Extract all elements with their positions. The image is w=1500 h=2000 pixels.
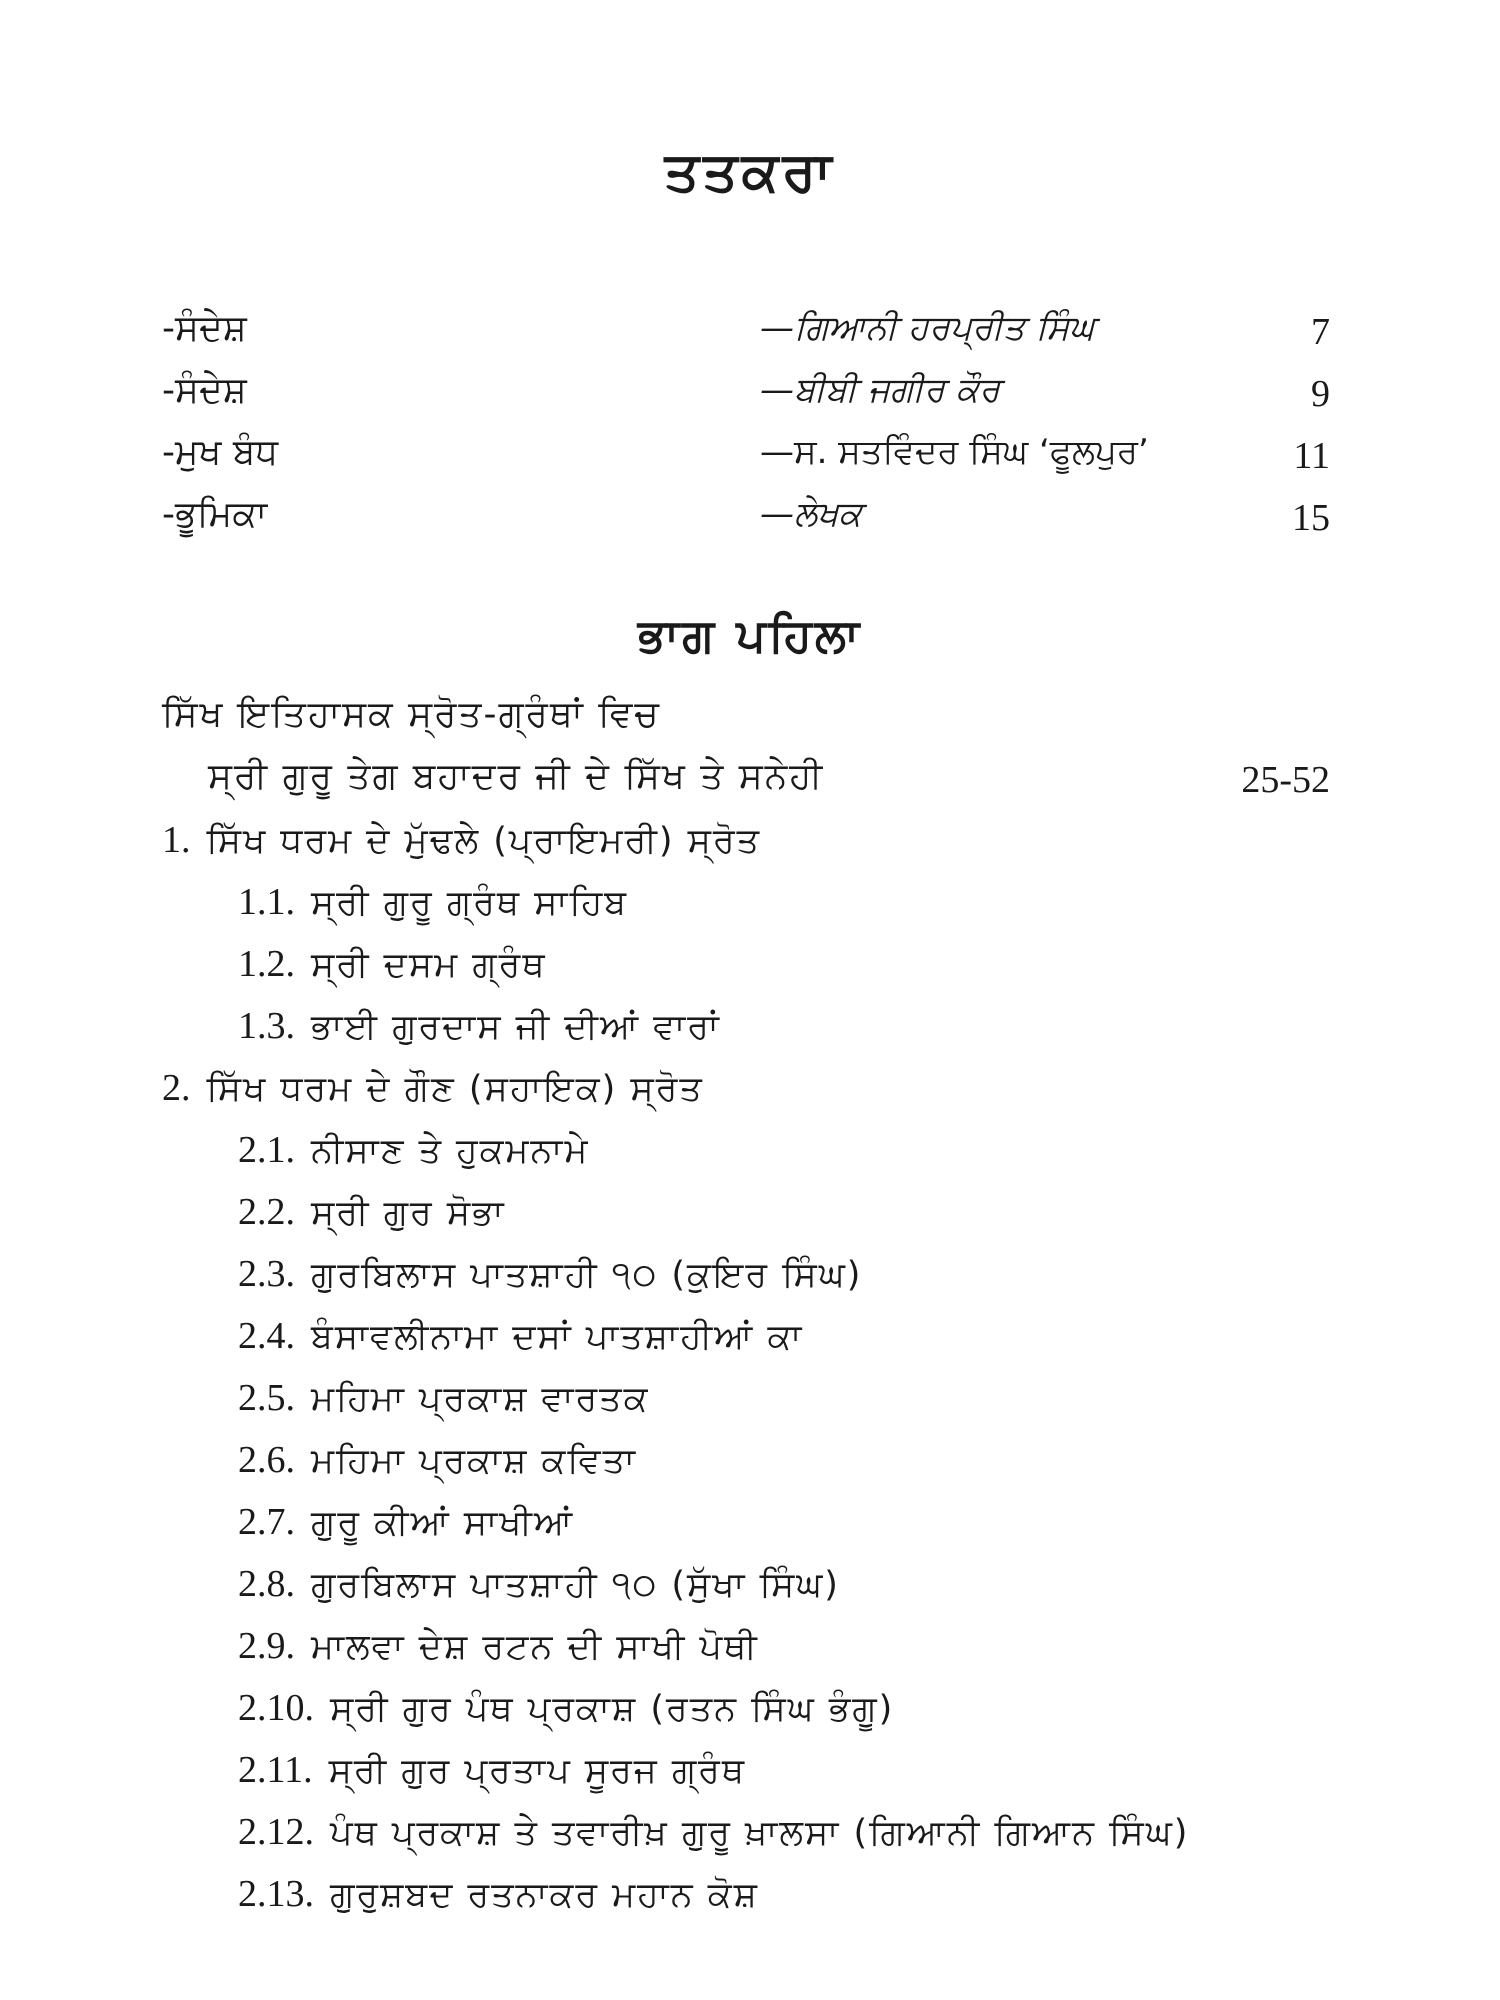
toc-item (238, 880, 628, 924)
message-label: -ਮੁਖ ਬੰਧ (162, 432, 279, 473)
message-page-number: 9 (1311, 373, 1330, 415)
toc-item (238, 1128, 589, 1172)
message-author: —ਸ. ਸਤਵਿੰਦਰ ਸਿੰਘ ‘ਫੂਲਪੁਰ’ (760, 432, 1149, 472)
toc-message-row (0, 308, 1500, 368)
toc-message-row (0, 370, 1500, 430)
section-heading-line2: ਸ੍ਰੀ ਗੁਰੂ ਤੇਗ ਬਹਾਦਰ ਜੀ ਦੇ ਸਿੱਖ ਤੇ ਸਨੇਹੀ (208, 756, 825, 797)
toc-item-text: ਮਹਿਮਾ ਪ੍ਰਕਾਸ਼ ਵਾਰਤਕ (311, 1379, 650, 1419)
toc-item-text: ਬੰਸਾਵਲੀਨਾਮਾ ਦਸਾਂ ਪਾਤਸ਼ਾਹੀਆਂ ਕਾ (311, 1317, 804, 1357)
toc-item (238, 1748, 746, 1792)
toc-item (238, 1252, 862, 1296)
toc-item-text: ਗੁਰਬਿਲਾਸ ਪਾਤਸ਼ਾਹੀ ੧੦ (ਕੁਇਰ ਸਿੰਘ) (311, 1255, 863, 1295)
message-author: —ਗਿਆਨੀ ਹਰਪ੍ਰੀਤ ਸਿੰਘ (760, 308, 1095, 348)
toc-item-number: 2.11. (238, 1749, 313, 1791)
toc-message-row (0, 494, 1500, 554)
toc-item-number: 2.4. (238, 1315, 295, 1357)
toc-item-number: 2.12. (238, 1811, 314, 1853)
toc-item-number: 1.3. (238, 1005, 295, 1047)
toc-item-number: 2.9. (238, 1625, 295, 1667)
toc-item-text: ਮਾਲਵਾ ਦੇਸ਼ ਰਟਨ ਦੀ ਸਾਖੀ ਪੋਥੀ (311, 1627, 759, 1667)
toc-item (238, 1686, 894, 1730)
message-page-number: 15 (1292, 497, 1330, 539)
toc-item-number: 2.10. (238, 1687, 314, 1729)
toc-item (238, 942, 547, 986)
toc-item-text: ਗੁਰੁਸ਼ਬਦ ਰਤਨਾਕਰ ਮਹਾਨ ਕੋਸ਼ (330, 1875, 759, 1915)
toc-item-text: ਸ੍ਰੀ ਗੁਰ ਪੰਥ ਪ੍ਰਕਾਸ਼ (ਰਤਨ ਸਿੰਘ ਭੰਗੂ) (330, 1689, 895, 1729)
toc-item-text: ਨੀਸਾਣ ਤੇ ਹੁਕਮਨਾਮੇ (311, 1131, 590, 1171)
toc-item (238, 1810, 1189, 1854)
toc-item (238, 1500, 574, 1544)
toc-item-text: ਪੰਥ ਪ੍ਰਕਾਸ਼ ਤੇ ਤਵਾਰੀਖ਼ ਗੁਰੂ ਖ਼ਾਲਸਾ (ਗਿਆਨੀ ਗਿਆਨ ਸਿੰਘ) (330, 1813, 1190, 1853)
section-page-range: 25-52 (1241, 759, 1330, 801)
toc-item-number: 2.13. (238, 1873, 314, 1915)
toc-item-number: 2.5. (238, 1377, 295, 1419)
toc-item-text: ਸ੍ਰੀ ਗੁਰੂ ਗ੍ਰੰਥ ਸਾਹਿਬ (311, 883, 629, 923)
toc-item (162, 1066, 704, 1110)
toc-item (238, 1190, 506, 1234)
toc-item-number: 2.2. (238, 1191, 295, 1233)
toc-item-number: 2.1. (238, 1129, 295, 1171)
toc-item-text: ਸ੍ਰੀ ਦਸਮ ਗ੍ਰੰਥ (311, 945, 547, 985)
page-title: ਤਤਕਰਾ (664, 140, 836, 203)
toc-item-number: 1. (162, 819, 191, 861)
toc-item (238, 1562, 840, 1606)
message-label: -ਸੰਦੇਸ਼ (162, 308, 247, 349)
part-title: ਭਾਗ ਪਹਿਲਾ (637, 608, 863, 662)
section-heading-line1: ਸਿੱਖ ਇਤਿਹਾਸਕ ਸ੍ਰੋਤ-ਗ੍ਰੰਥਾਂ ਵਿਚ (162, 694, 661, 735)
toc-item-text: ਭਾਈ ਗੁਰਦਾਸ ਜੀ ਦੀਆਂ ਵਾਰਾਂ (311, 1007, 721, 1047)
toc-item-text: ਸ੍ਰੀ ਗੁਰ ਪ੍ਰਤਾਪ ਸੂਰਜ ਗ੍ਰੰਥ (328, 1751, 747, 1791)
toc-item-number: 2.3. (238, 1253, 295, 1295)
toc-item (238, 1438, 637, 1482)
toc-item (238, 1314, 803, 1358)
toc-item (162, 818, 761, 862)
toc-item-text: ਮਹਿਮਾ ਪ੍ਰਕਾਸ਼ ਕਵਿਤਾ (311, 1441, 638, 1481)
toc-item-number: 1.1. (238, 881, 295, 923)
toc-message-row (0, 432, 1500, 492)
toc-item-number: 2.8. (238, 1563, 295, 1605)
message-page-number: 11 (1293, 435, 1330, 477)
message-author: —ਲੇਖਕ (760, 494, 862, 534)
toc-item-number: 1.2. (238, 943, 295, 985)
toc-item-text: ਸਿੱਖ ਧਰਮ ਦੇ ਮੁੱਢਲੇ (ਪ੍ਰਾਇਮਰੀ) ਸ੍ਰੋਤ (206, 821, 762, 861)
toc-item-text: ਸਿੱਖ ਧਰਮ ਦੇ ਗੌਣ (ਸਹਾਇਕ) ਸ੍ਰੋਤ (206, 1069, 704, 1109)
toc-item (238, 1624, 759, 1668)
toc-item-text: ਗੁਰਬਿਲਾਸ ਪਾਤਸ਼ਾਹੀ ੧੦ (ਸੁੱਖਾ ਸਿੰਘ) (311, 1565, 840, 1605)
toc-item-text: ਸ੍ਰੀ ਗੁਰ ਸੋਭਾ (311, 1193, 506, 1233)
toc-item (238, 1872, 759, 1916)
message-page-number: 7 (1311, 311, 1330, 353)
toc-item-text: ਗੁਰੂ ਕੀਆਂ ਸਾਖੀਆਂ (311, 1503, 575, 1543)
toc-item (238, 1376, 649, 1420)
message-label: -ਭੂਮਿਕਾ (162, 494, 268, 535)
message-label: -ਸੰਦੇਸ਼ (162, 370, 247, 411)
toc-item-number: 2. (162, 1067, 191, 1109)
toc-item-number: 2.6. (238, 1439, 295, 1481)
toc-item (238, 1004, 721, 1048)
message-author: —ਬੀਬੀ ਜਗੀਰ ਕੌਰ (760, 370, 1000, 410)
toc-item-number: 2.7. (238, 1501, 295, 1543)
